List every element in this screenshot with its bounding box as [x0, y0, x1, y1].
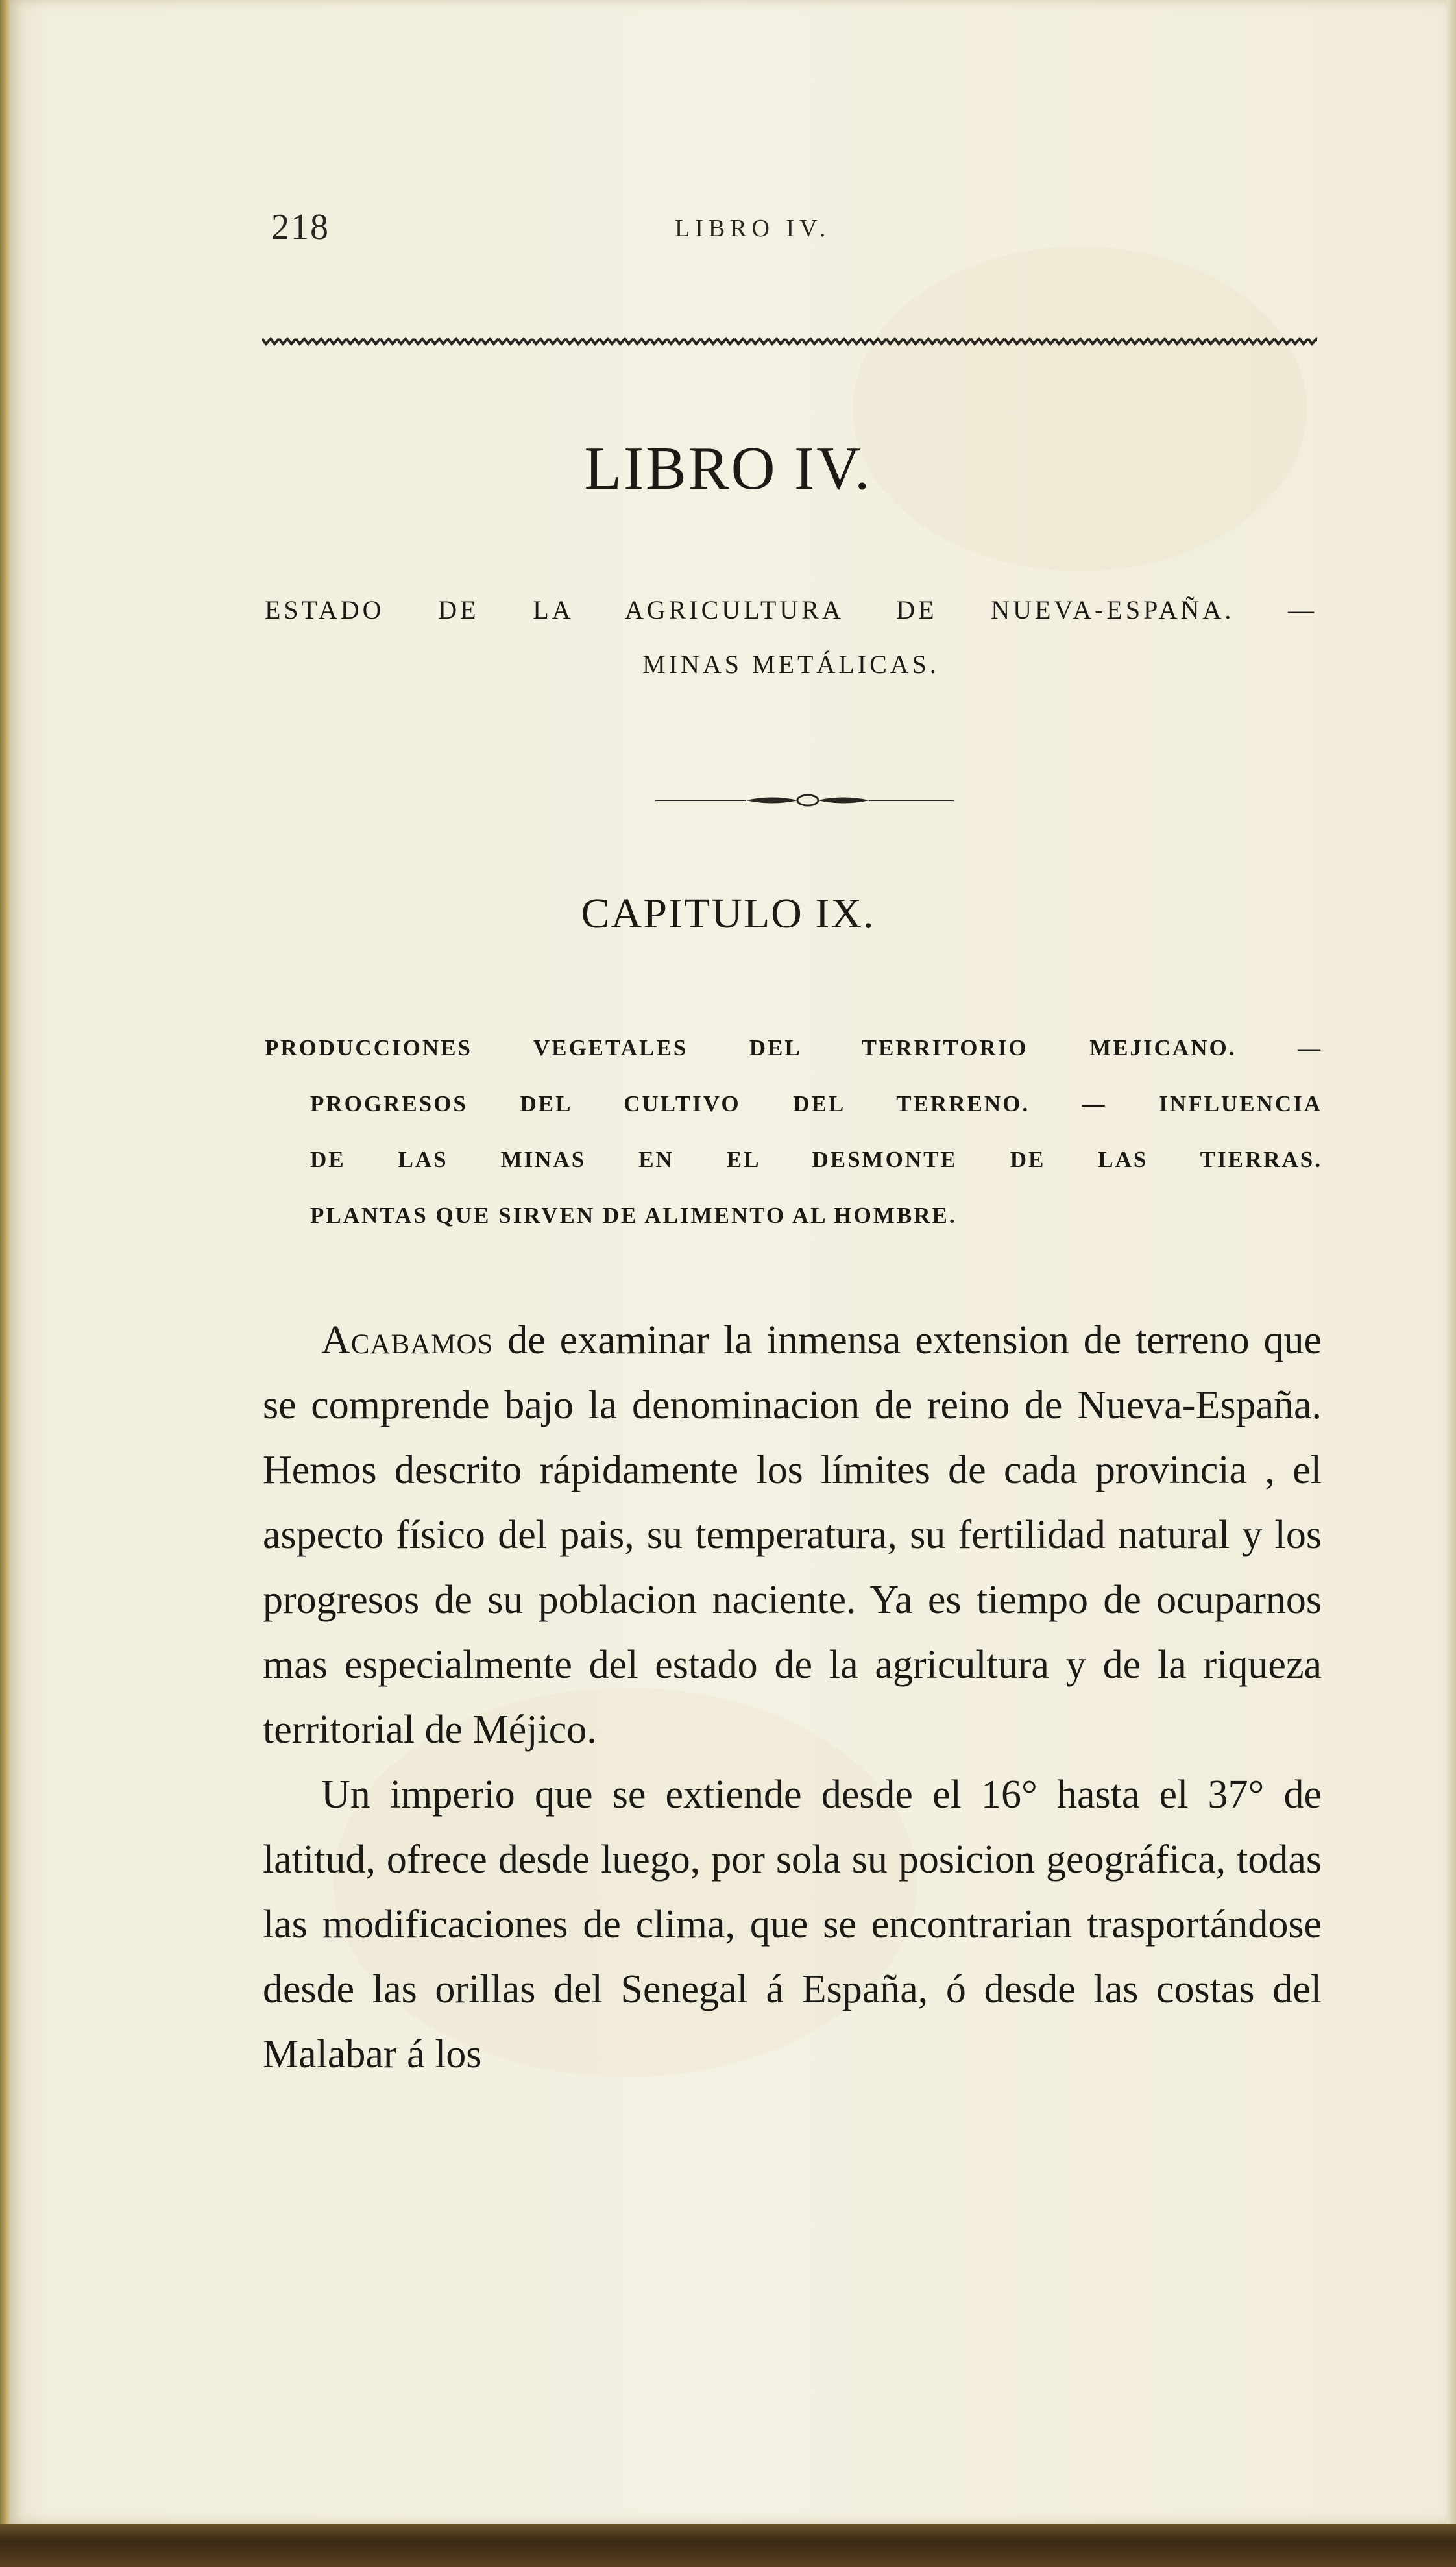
chapter-summary: [265, 1020, 1322, 1244]
book-subtitle-line: MINAS METÁLICAS.: [642, 650, 940, 679]
book-subtitle-line: ESTADO DE LA AGRICULTURA DE NUEVA-ESPAÑA. —: [265, 595, 1317, 624]
book-title: LIBRO IV.: [584, 435, 872, 502]
running-head: [0, 206, 1456, 252]
book-bottom-edge: [0, 2524, 1456, 2567]
page-right-edge: [1447, 0, 1456, 2524]
book-page: [9, 0, 1447, 2524]
summary-line: PROGRESOS DEL CULTIVO DEL TERRENO. — INFLUENCIA: [310, 1091, 1322, 1116]
summary-line: PRODUCCIONES VEGETALES DEL TERRITORIO MEJICANO. —: [265, 1035, 1322, 1061]
summary-line: PLANTAS QUE SIRVEN DE ALIMENTO AL HOMBRE.: [310, 1203, 957, 1228]
paper-stain: [853, 247, 1307, 571]
paragraph-text: de examinar la inmensa extension de terreno que se comprende bajo la denominacion de reino de Nueva-España. Hemos descrito rápidamente los límites de cada provincia , el aspecto físico del pais, su temperatura, su fertilidad natural y los progresos de su poblacion naciente. Ya es tiempo de ocuparnos mas especialmente del estado de la agricultura y de la riqueza territorial de Méjico.: [263, 1318, 1322, 1752]
paragraph: [263, 1308, 1322, 1762]
paragraph: Un imperio que se extiende desde el 16° hasta el 37° de latitud, ofrece desde luego, por sola su posicion geográfica, todas las modificaciones de clima, que se encontrarian trasportándose desde las orillas del Senegal á España, ó desde las costas del Malabar á los: [263, 1773, 1322, 2076]
chapter-title: CAPITULO IX.: [581, 890, 875, 937]
paragraph-lead-word: Acabamos: [321, 1318, 494, 1362]
running-title: LIBRO IV.: [675, 215, 831, 242]
body-text: [263, 1308, 1322, 2087]
ornamental-divider: [649, 791, 960, 810]
book-subtitle: [265, 583, 1317, 692]
page-number: 218: [271, 207, 330, 247]
summary-line: DE LAS MINAS EN EL DESMONTE DE LAS TIERRAS.: [310, 1147, 1322, 1172]
ornamental-rule: [262, 332, 1317, 350]
